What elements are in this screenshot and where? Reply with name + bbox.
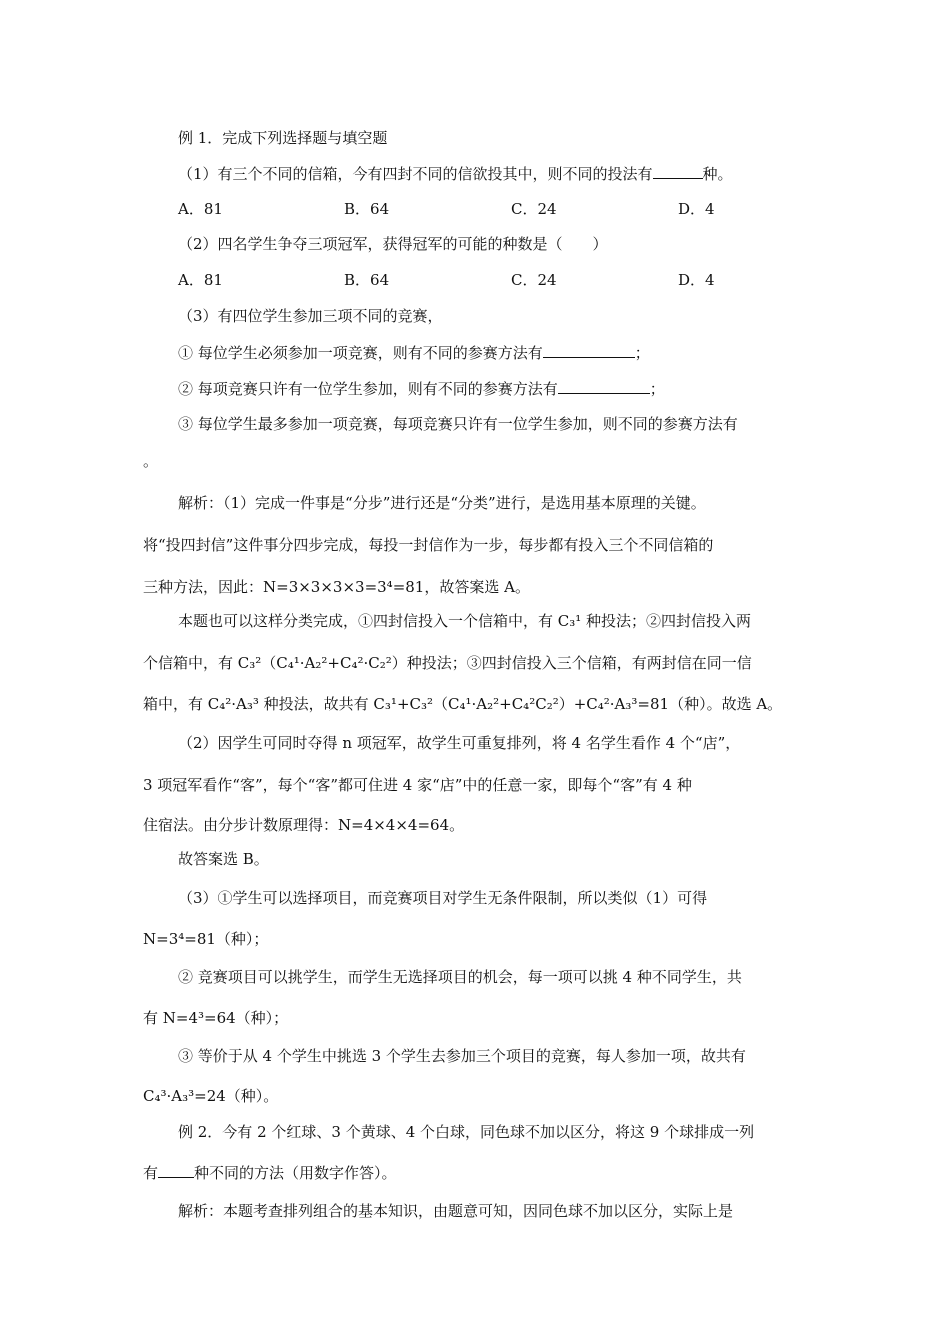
answer-blank[interactable]	[158, 1162, 194, 1178]
solution-1-line-2: 将“投四封信”这件事分四步完成，每投一封信作为一步，每步都有投入三个不同信箱的	[143, 536, 714, 554]
solution-2-line-3: 住宿法。由分步计数原理得：N=4×4×4=64。	[143, 816, 465, 834]
q1-option-d: D．4	[678, 200, 715, 218]
solution-3-line-1: （3）①学生可以选择项目，而竞赛项目对学生无条件限制，所以类似（1）可得	[178, 889, 708, 907]
question-3a-suffix: ；	[634, 344, 650, 362]
q2-option-d: D．4	[678, 271, 715, 289]
q2-option-c: C．24	[511, 271, 557, 289]
question-3b-suffix: ；	[649, 380, 665, 398]
question-1	[178, 163, 733, 184]
example-2-prefix: 有	[143, 1164, 159, 1182]
question-2: （2）四名学生争夺三项冠军，获得冠军的可能的种数是（ ）	[178, 235, 608, 253]
question-3c: ③ 每位学生最多参加一项竞赛，每项竞赛只许有一位学生参加，则不同的参赛方法有	[178, 415, 738, 433]
solution-3c-line-1: ③ 等价于从 4 个学生中挑选 3 个学生去参加三个项目的竞赛，每人参加一项，故共有	[178, 1047, 746, 1065]
question-3: （3）有四位学生参加三项不同的竞赛，	[178, 307, 443, 325]
solution-2-answer: 故答案选 B。	[178, 850, 269, 868]
q2-option-b: B．64	[344, 271, 390, 289]
answer-blank[interactable]	[653, 163, 703, 179]
solution-3b-line-2: 有 N=4³=64（种）；	[143, 1009, 289, 1027]
solution-1-alt-line-2: 个信箱中，有 C₃²（C₄¹·A₂²+C₄²·C₂²）种投法；③四封信投入三个信箱，有两封信在同一信	[143, 654, 752, 672]
example-2-line-1: 例 2．今有 2 个红球、3 个黄球、4 个白球，同色球不加以区分，将这 9 个球排成一列	[178, 1123, 755, 1141]
question-3b-text: ② 每项竞赛只许有一位学生参加，则有不同的参赛方法有	[178, 380, 558, 398]
example-2-line-2	[143, 1162, 397, 1183]
question-3c-end: 。	[143, 452, 159, 470]
question-1-text: （1）有三个不同的信箱，今有四封不同的信欲投其中，则不同的投法有	[178, 165, 653, 183]
example-1-title: 例 1．完成下列选择题与填空题	[178, 129, 388, 147]
solution-3-line-2: N=3⁴=81（种）；	[143, 930, 269, 948]
solution-2-line-2: 3 项冠军看作“客”，每个“客”都可住进 4 家“店”中的任意一家，即每个“客”有 4 种	[143, 776, 692, 794]
solution-3b-line-1: ② 竞赛项目可以挑学生，而学生无选择项目的机会，每一项可以挑 4 种不同学生，共	[178, 968, 742, 986]
example-2-solution: 解析：本题考查排列组合的基本知识，由题意可知，因同色球不加以区分，实际上是	[178, 1202, 734, 1220]
example-2-suffix: 种不同的方法（用数字作答）。	[194, 1164, 397, 1182]
answer-blank[interactable]	[558, 378, 650, 394]
solution-1-line-3: 三种方法，因此：N=3×3×3×3=3⁴=81，故答案选 A。	[143, 578, 530, 596]
question-3a	[178, 342, 650, 363]
solution-1-line-1: 解析：（1）完成一件事是“分步”进行还是“分类”进行，是选用基本原理的关键。	[178, 494, 706, 512]
question-3b	[178, 378, 665, 399]
solution-1-alt-line-3: 箱中，有 C₄²·A₃³ 种投法，故共有 C₃¹+C₃²（C₄¹·A₂²+C₄²C₂²）+C₄²·A₃³=81（种）。故选 A。	[143, 695, 783, 713]
q1-option-b: B．64	[344, 200, 390, 218]
question-1-suffix: 种。	[702, 165, 733, 183]
solution-1-alt-line-1: 本题也可以这样分类完成，①四封信投入一个信箱中，有 C₃¹ 种投法；②四封信投入两	[178, 612, 752, 630]
solution-3c-line-2: C₄³·A₃³=24（种）。	[143, 1087, 279, 1105]
solution-2-line-1: （2）因学生可同时夺得 n 项冠军，故学生可重复排列，将 4 名学生看作 4 个“店”，	[178, 734, 741, 752]
answer-blank[interactable]	[543, 342, 635, 358]
q2-option-a: A．81	[178, 271, 223, 289]
q1-option-c: C．24	[511, 200, 557, 218]
q1-option-a: A．81	[178, 200, 223, 218]
question-3a-text: ① 每位学生必须参加一项竞赛，则有不同的参赛方法有	[178, 344, 543, 362]
